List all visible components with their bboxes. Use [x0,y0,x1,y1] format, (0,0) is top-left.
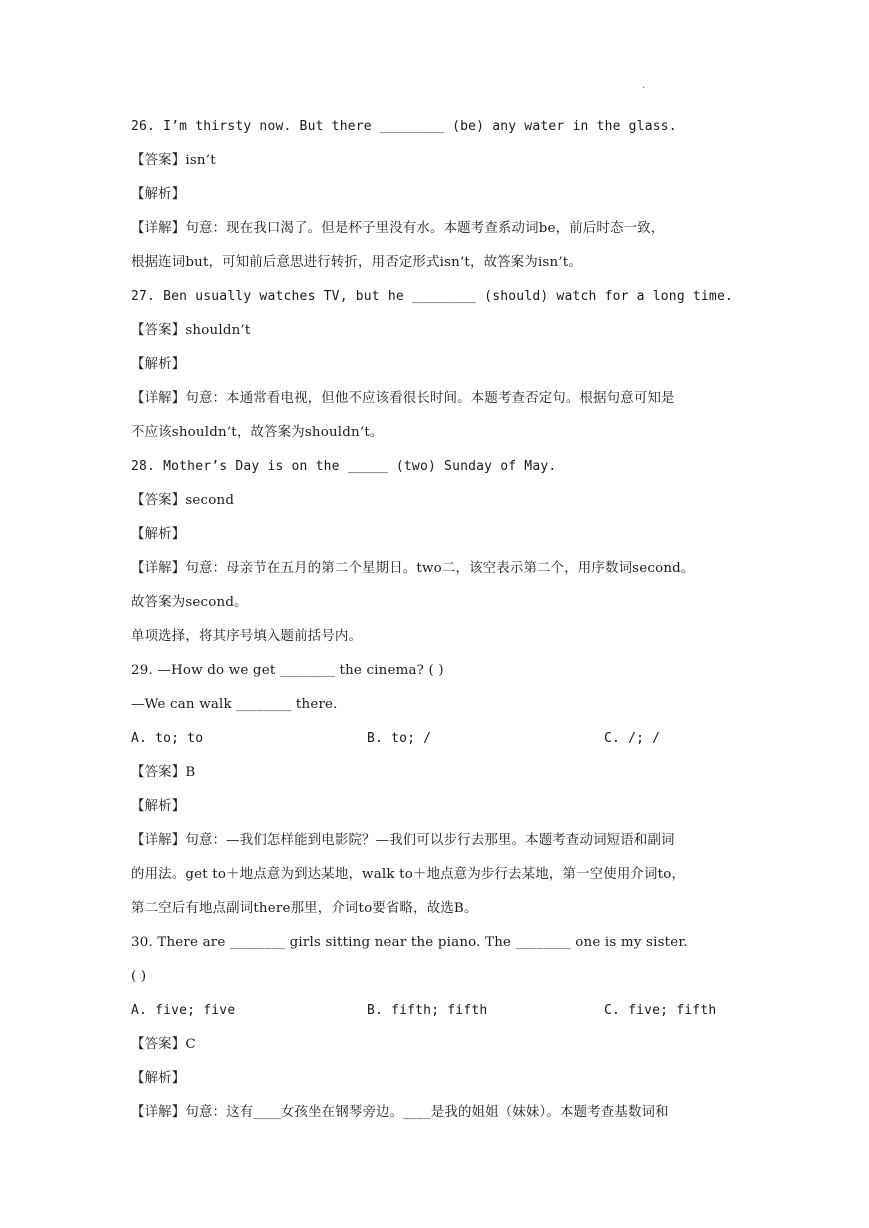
analysis-heading-29: 【解析】 [131,799,186,814]
analysis-heading-30: 【解析】 [131,1071,186,1086]
explanation-27-line-2: 不应该shouldn’t，故答案为shouldn’t。 [131,425,384,440]
option-29-b: B. to; / [367,731,432,746]
question-30-line-1: 30. There are ________ girls sitting near the piano. The ________ one is my sister. [131,935,688,950]
options-29 [131,722,743,756]
analysis-heading-27: 【解析】 [131,357,186,372]
explanation-29-line-1: 【详解】句意：—我们怎样能到电影院？—我们可以步行去那里。本题考查动词短语和副词 [131,833,675,848]
option-30-c: C. five; fifth [604,1003,717,1018]
answer-28: 【答案】second [131,493,235,508]
explanation-29-line-2: 的用法。get to＋地点意为到达某地，walk to＋地点意为步行去某地，第一空使用介词to， [131,867,686,882]
explanation-28-line-1: 【详解】句意：母亲节在五月的第二个星期日。two二，该空表示第二个，用序数词second。 [131,561,695,576]
header-mark: . [642,80,646,91]
question-27: 27. Ben usually watches TV, but he ________ (should) watch for a long time. [131,289,733,304]
answer-26: 【答案】isn’t [131,153,216,168]
analysis-heading-26: 【解析】 [131,187,186,202]
answer-29: 【答案】B [131,765,196,780]
explanation-26-line-1: 【详解】句意：现在我口渴了。但是杯子里没有水。本题考查系动词be，前后时态一致， [131,221,665,236]
explanation-28-line-2: 故答案为second。 [131,595,248,610]
explanation-30-line-1: 【详解】句意：这有____女孩坐在钢琴旁边。____是我的姐姐（妹妹）。本题考查基数词和 [131,1105,669,1120]
option-30-a: A. five; five [131,1003,236,1018]
answer-27: 【答案】shouldn’t [131,323,251,338]
option-29-a: A. to; to [131,731,204,746]
section-instruction: 单项选择，将其序号填入题前括号内。 [131,629,363,644]
explanation-26-line-2: 根据连词but，可知前后意思进行转折，用否定形式isn’t，故答案为isn’t。 [131,255,582,270]
question-28: 28. Mother’s Day is on the _____ (two) Sunday of May. [131,459,557,474]
question-30-line-2: ( ) [131,969,147,984]
answer-30: 【答案】C [131,1037,196,1052]
question-29-line-1: 29. —How do we get ________ the cinema? ( ) [131,663,444,678]
option-29-c: C. /; / [604,731,661,746]
question-29-line-2: —We can walk ________ there. [131,697,338,712]
options-30 [131,994,743,1028]
question-26: 26. I’m thirsty now. But there ________ (be) any water in the glass. [131,119,677,134]
explanation-29-line-3: 第二空后有地点副词there那里，介词to要省略，故选B。 [131,901,478,916]
option-30-b: B. fifth; fifth [367,1003,488,1018]
analysis-heading-28: 【解析】 [131,527,186,542]
page-content [131,110,743,1130]
explanation-27-line-1: 【详解】句意：本通常看电视，但他不应该看很长时间。本题考查否定句。根据句意可知是 [131,391,675,406]
